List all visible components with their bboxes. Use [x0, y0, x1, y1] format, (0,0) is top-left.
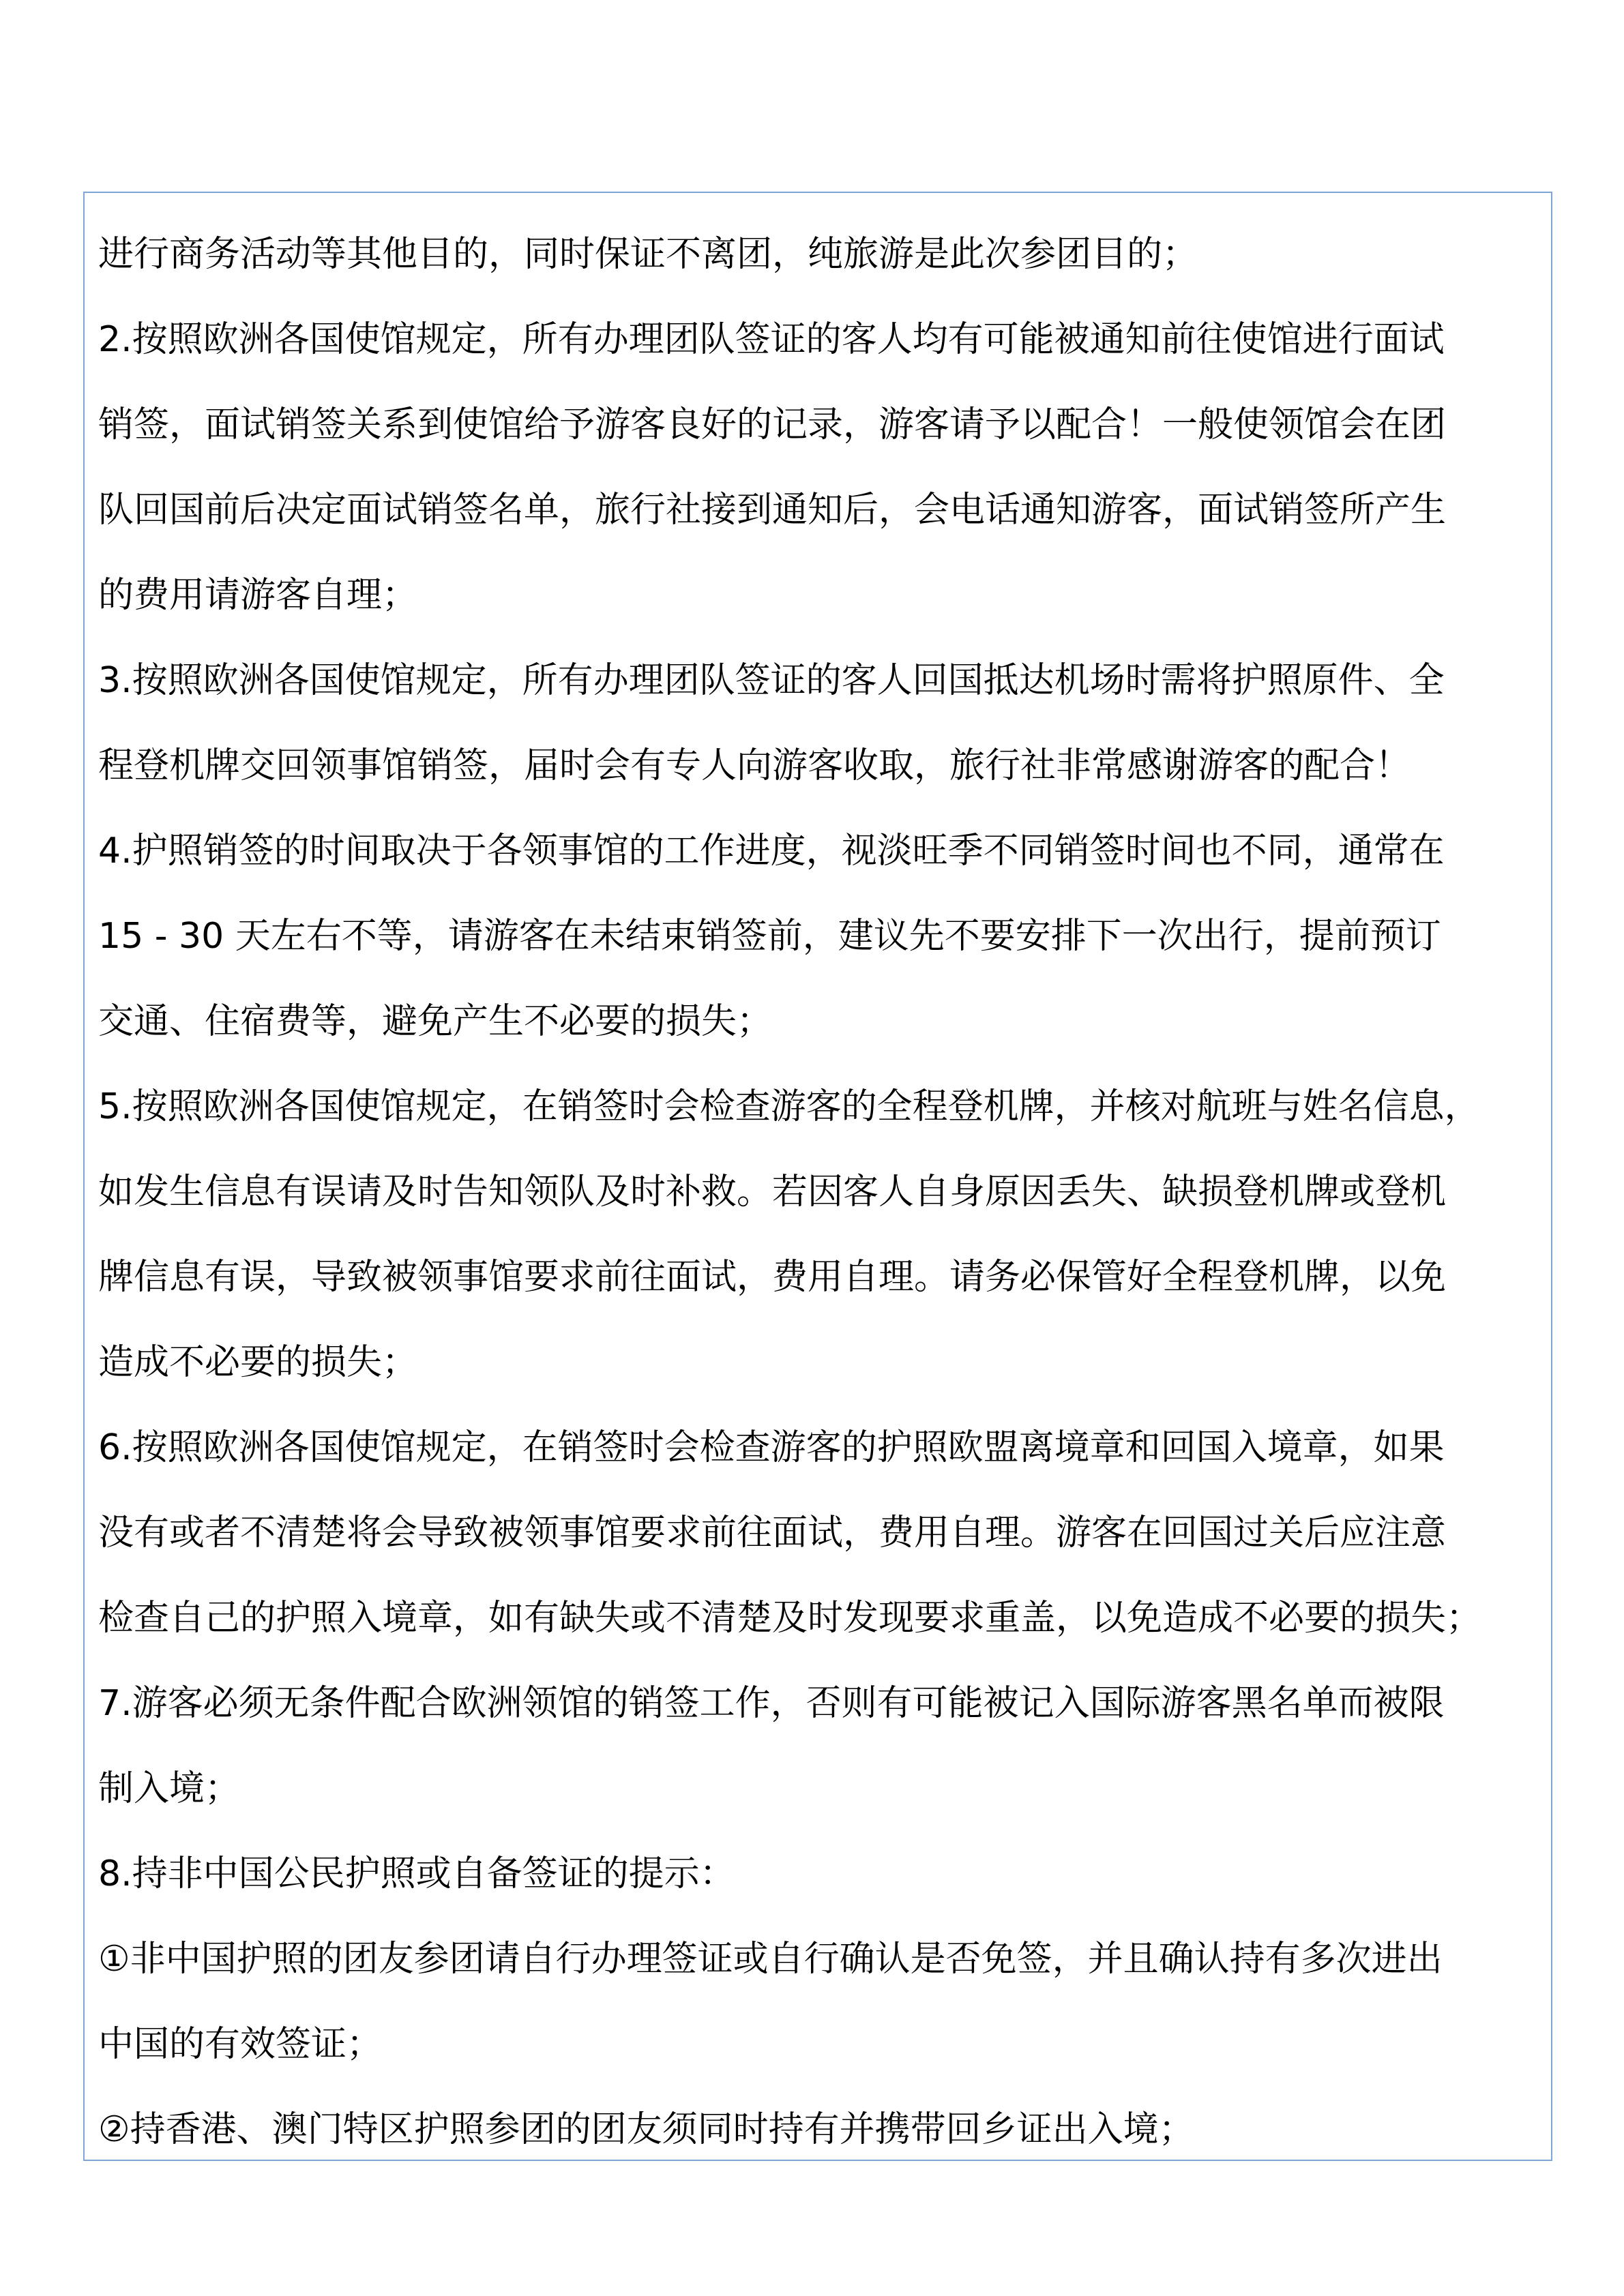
- text-line: 15 - 30 天左右不等，请游客在未结束销签前，建议先不要安排下一次出行，提前预订: [98, 916, 1441, 957]
- text-line: 造成不必要的损失；: [98, 1342, 418, 1383]
- text-line: 检查自己的护照入境章，如有缺失或不清楚及时发现要求重盖，以免造成不必要的损失；: [98, 1598, 1482, 1639]
- paragraph-p6: [98, 1405, 1536, 1661]
- text-line: 制入境；: [98, 1768, 241, 1809]
- text-line: 牌信息有误，导致被领事馆要求前往面试，费用自理。请务必保管好全程登机牌，以免: [98, 1257, 1447, 1298]
- text-line: 4.护照销签的时间取决于各领事馆的工作进度，视淡旺季不同销签时间也不同，通常在: [98, 831, 1445, 871]
- paragraph-p8b: [98, 2087, 1536, 2173]
- text-line: 2.按照欧洲各国使馆规定，所有办理团队签证的客人均有可能被通知前往使馆进行面试: [98, 319, 1445, 360]
- text-line: 如发生信息有误请及时告知领队及时补救。若因客人自身原因丢失、缺损登机牌或登机: [98, 1172, 1447, 1212]
- paragraph-p5: [98, 1064, 1536, 1405]
- paragraph-p4: [98, 809, 1536, 1064]
- text-line: 中国的有效签证；: [98, 2024, 383, 2065]
- text-line: 程登机牌交回领事馆销签，届时会有专人向游客收取，旅行社非常感谢游客的配合！: [98, 745, 1411, 786]
- text-line: 交通、住宿费等，避免产生不必要的损失；: [98, 1001, 773, 1042]
- text-line: 队回国前后决定面试销签名单，旅行社接到通知后，会电话通知游客，面试销签所产生: [98, 490, 1447, 531]
- paragraph-p2: [98, 297, 1536, 638]
- text-line: 的费用请游客自理；: [98, 575, 418, 616]
- text-line: ①非中国护照的团友参团请自行办理签证或自行确认是否免签，并且确认持有多次进出: [98, 1939, 1443, 1980]
- text-line: ②持香港、澳门特区护照参团的团友须同时持有并携带回乡证出入境；: [98, 2109, 1194, 2150]
- text-line: 5.按照欧洲各国使馆规定，在销签时会检查游客的全程登机牌，并核对航班与姓名信息，: [98, 1086, 1480, 1127]
- text-line: 6.按照欧洲各国使馆规定，在销签时会检查游客的护照欧盟离境章和回国入境章，如果: [98, 1427, 1445, 1468]
- text-line: 进行商务活动等其他目的，同时保证不离团，纯旅游是此次参团目的；: [98, 234, 1198, 275]
- content-table-cell: [83, 192, 1552, 2161]
- text-line: 销签，面试销签关系到使馆给予游客良好的记录，游客请予以配合！一般使领馆会在团: [98, 404, 1447, 445]
- text-line: 7.游客必须无条件配合欧洲领馆的销签工作，否则有可能被记入国际游客黑名单而被限: [98, 1683, 1445, 1724]
- paragraph-p8: [98, 1832, 1536, 1917]
- paragraph-p0: [98, 212, 1536, 297]
- text-line: 8.持非中国公民护照或自备签证的提示：: [98, 1853, 735, 1894]
- text-line: 没有或者不清楚将会导致被领事馆要求前往面试，费用自理。游客在回国过关后应注意: [98, 1512, 1447, 1553]
- paragraph-p7: [98, 1661, 1536, 1832]
- paragraph-p3: [98, 638, 1536, 809]
- paragraph-p8a: [98, 1917, 1536, 2087]
- text-line: 3.按照欧洲各国使馆规定，所有办理团队签证的客人回国抵达机场时需将护照原件、全: [98, 660, 1445, 701]
